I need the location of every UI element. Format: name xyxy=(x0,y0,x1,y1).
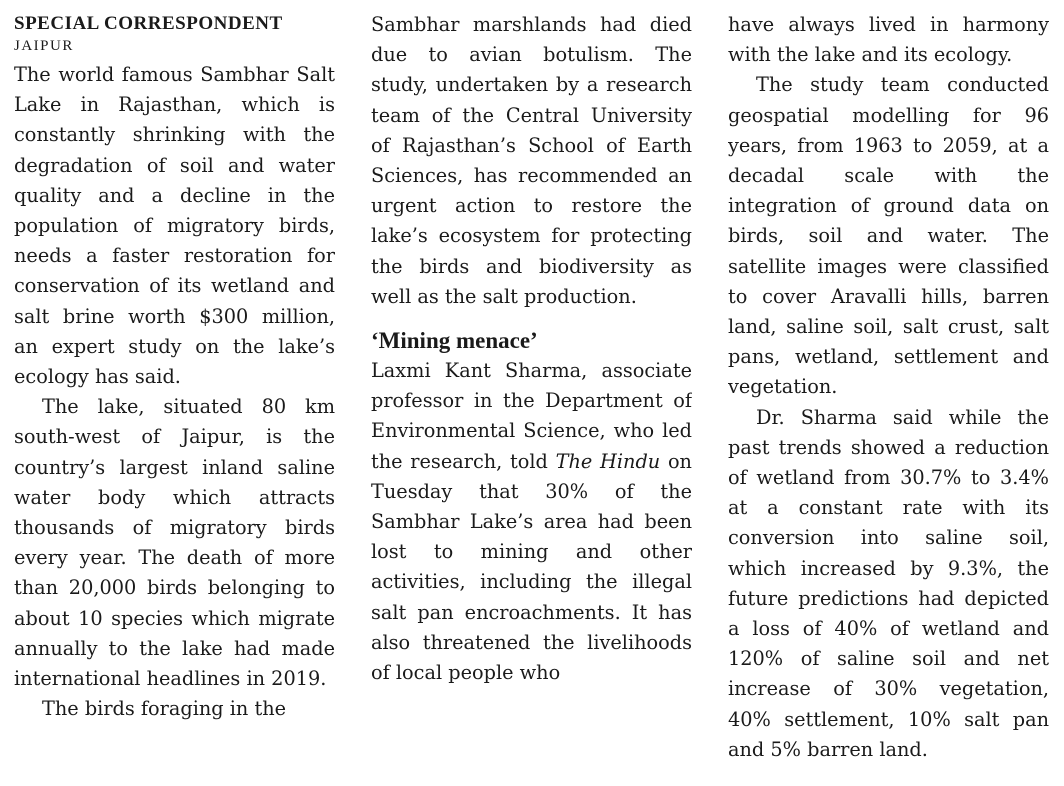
paragraph-6 xyxy=(728,403,1049,765)
dateline: JAIPUR xyxy=(14,38,74,54)
paragraph-2-text: The lake, situated 80 km south-west of Jaipur, is the country’s largest inland saline water body which attracts thousands of migratory birds every year. The death of more than 20,000 birds belonging to about 10 species which migrate annually to the lake had made international headlines in 2019. xyxy=(14,395,335,691)
subheading: ‘Mining menace’ xyxy=(371,328,538,354)
byline: SPECIAL CORRESPONDENT xyxy=(14,13,283,34)
paragraph-3-continued xyxy=(371,10,692,312)
column-3 xyxy=(728,0,1049,786)
paragraph-4-continued-text: have always lived in harmony with the lake and its ecology. xyxy=(728,13,1049,67)
paragraph-6-text: Dr. Sharma said while the past trends showed a reduction of wetland from 30.7% to 3.4% at a constant rate with its conversion into saline soil, which increased by 9.3%, the future predictions had depicted a loss of 40% of wetland and 120% of saline soil and net increase of 30% vegetation, 40% settlement, 10% salt pan and 5% barren land. xyxy=(728,405,1049,761)
column-2 xyxy=(371,0,692,786)
paragraph-3 xyxy=(14,694,335,724)
paragraph-1 xyxy=(14,60,335,392)
paragraph-4-text-a: Laxmi Kant Sharma, associate professor in the Department of Environmental Science, who led the research, told xyxy=(371,359,692,473)
paragraph-5-text: The study team conducted geospatial modelling for 96 years, from 1963 to 2059, at a decadal scale with the integration of ground data on birds, soil and water. The satellite images were classified to cover Aravalli hills, barren land, saline soil, salt crust, salt pans, wetland, settlement and vegetation. xyxy=(728,73,1049,399)
paragraph-2 xyxy=(14,392,335,694)
column-1 xyxy=(14,0,335,786)
publication-name: The Hindu xyxy=(555,449,661,473)
paragraph-4-text-b: on Tuesday that 30% of the Sambhar Lake’s area had been lost to mining and other activities, including the illegal salt pan encroachments. It has also threatened the livelihoods of local people who xyxy=(371,449,692,685)
paragraph-1-text: The world famous Sambhar Salt Lake in Rajasthan, which is constantly shrinking with the degradation of soil and water quality and a decline in the population of migratory birds, needs a faster restoration for conservation of its wetland and salt brine worth $300 million, an expert study on the lake’s ecology has said. xyxy=(14,63,335,389)
paragraph-4-continued xyxy=(728,10,1049,70)
paragraph-3-continued-text: Sambhar marshlands had died due to avian botulism. The study, undertaken by a research team of the Central University of Rajasthan’s School of Earth Sciences, has recommended an urgent action to restore the lake’s ecosystem for protecting the birds and biodiversity as well as the salt production. xyxy=(371,13,692,308)
paragraph-3-text: The birds foraging in the xyxy=(42,697,287,721)
paragraph-4 xyxy=(371,356,692,688)
paragraph-5 xyxy=(728,70,1049,402)
